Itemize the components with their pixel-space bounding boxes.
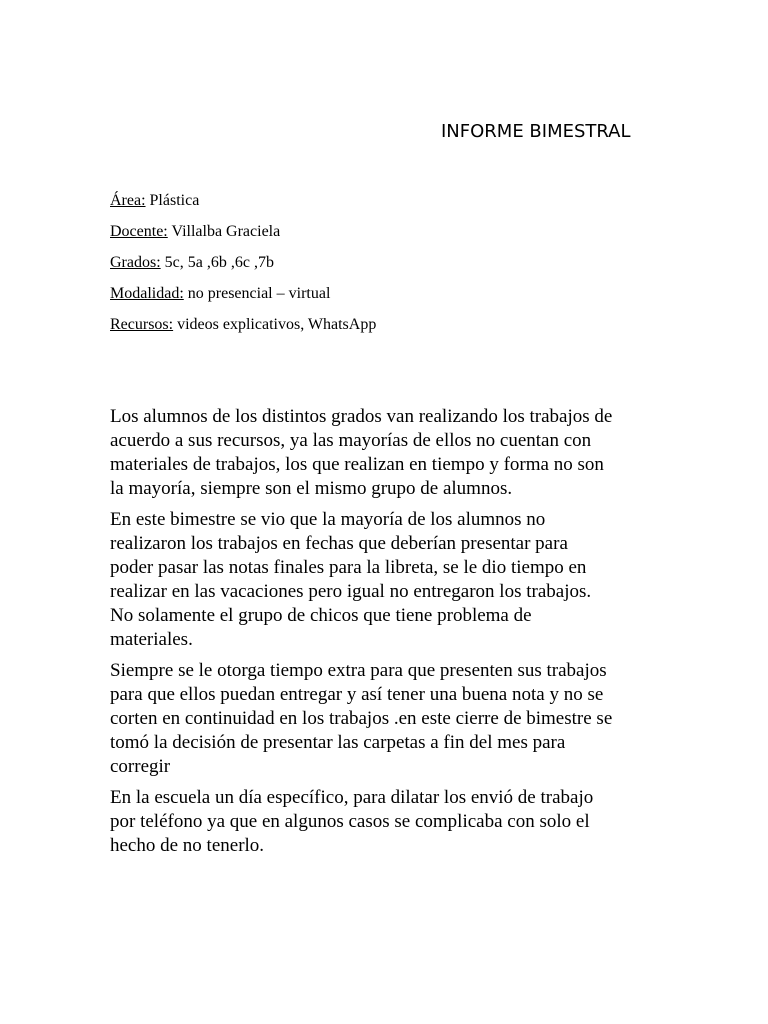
field-recursos-value: videos explicativos, WhatsApp xyxy=(177,316,377,333)
field-grados xyxy=(110,252,376,273)
field-recursos-label: Recursos: xyxy=(110,316,174,333)
document-title: INFORME BIMESTRAL xyxy=(441,121,631,142)
field-docente xyxy=(110,221,376,242)
field-docente-label: Docente: xyxy=(110,223,168,240)
body-paragraph-3: Siempre se le otorga tiempo extra para que presenten sus trabajos para que ellos puedan entregar y así tener una buena nota y no se corten en continuidad en los trabajos .en este cierre de bimestre se tomó la decisión de presentar las carpetas a fin del mes para corregir xyxy=(110,660,613,777)
field-grados-label: Grados: xyxy=(110,254,161,271)
report-info-list xyxy=(110,190,376,345)
field-modalidad-label: Modalidad: xyxy=(110,285,184,302)
body-paragraph-1: Los alumnos de los distintos grados van realizando los trabajos de acuerdo a sus recursos, ya las mayorías de ellos no cuentan con materiales de trabajos, los que realizan en tiempo y forma no son la mayoría, siempre son el mismo grupo de alumnos. xyxy=(110,406,613,499)
body-paragraph-2: En este bimestre se vio que la mayoría de los alumnos no realizaron los trabajos en fechas que deberían presentar para poder pasar las notas finales para la libreta, se le dio tiempo en realizar en las vacaciones pero igual no entregaron los trabajos. No solamente el grupo de chicos que tiene problema de materiales. xyxy=(110,509,592,650)
body-paragraph-4: En la escuela un día específico, para dilatar los envió de trabajo por teléfono ya que en algunos casos se complicaba con solo el hecho de no tenerlo. xyxy=(110,787,594,856)
field-area xyxy=(110,190,376,211)
report-body xyxy=(110,405,670,865)
field-grados-value: 5c, 5a ,6b ,6c ,7b xyxy=(164,254,274,271)
field-docente-value: Villalba Graciela xyxy=(171,223,281,240)
field-area-label: Área: xyxy=(110,192,146,209)
field-recursos xyxy=(110,314,376,335)
field-area-value: Plástica xyxy=(149,192,200,209)
field-modalidad-value: no presencial – virtual xyxy=(187,285,331,302)
field-modalidad xyxy=(110,283,376,304)
